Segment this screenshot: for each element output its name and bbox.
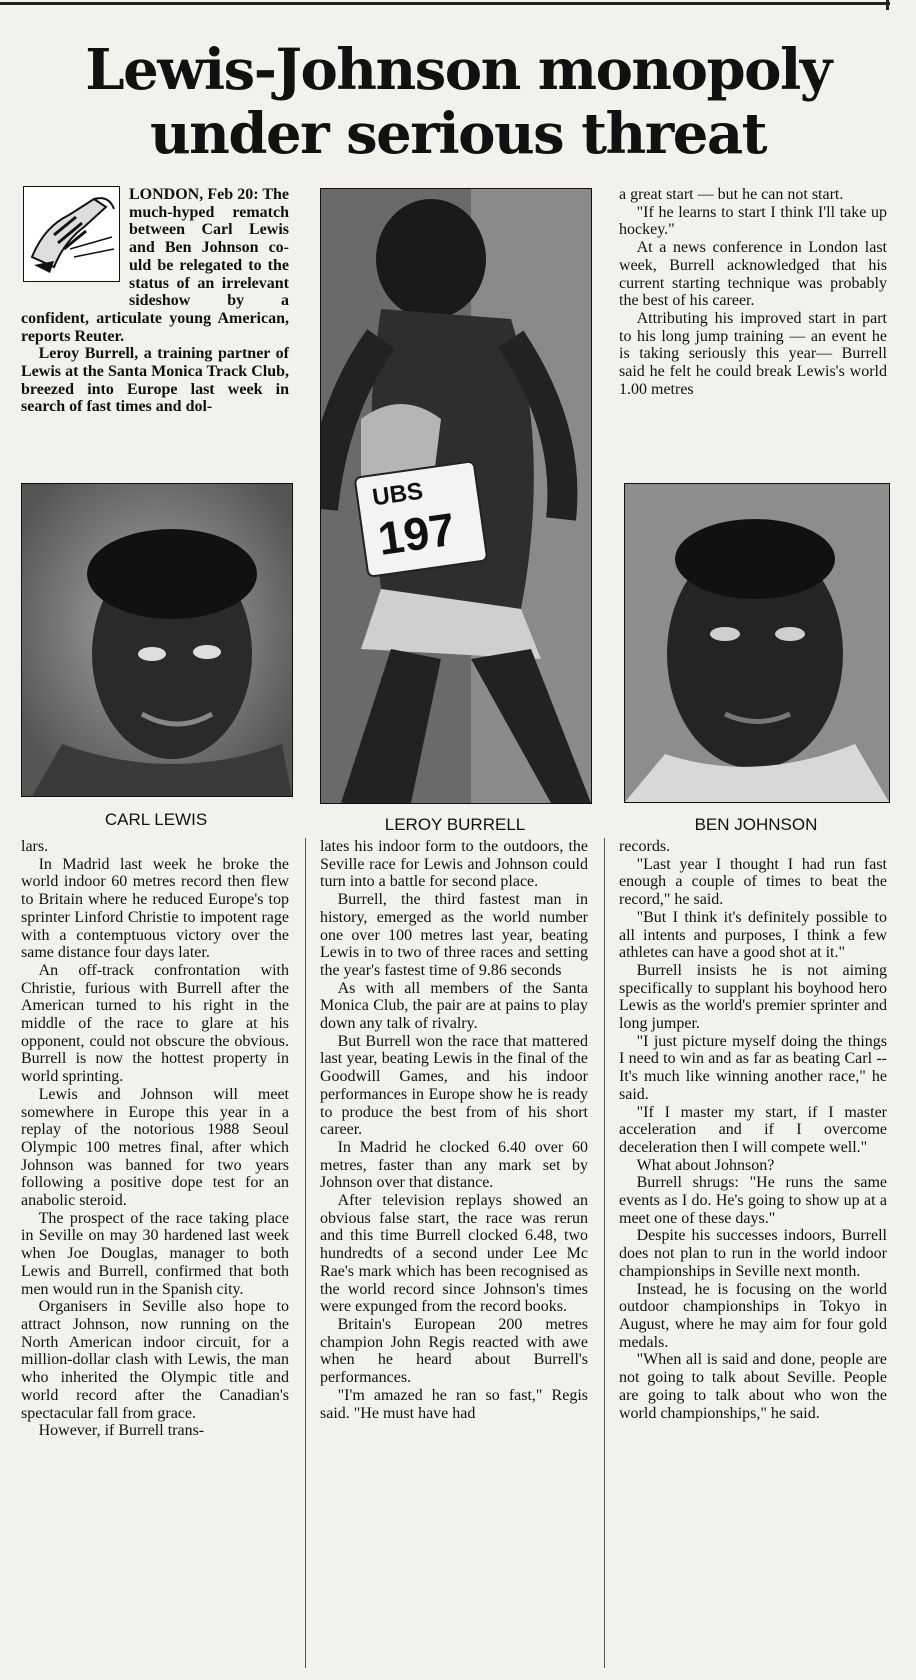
column-rule-1 (305, 838, 306, 1668)
lead-text-2: to the status of an irrelevant sideshow by a confident, articulate young American, reports Reuter. (21, 256, 289, 345)
photo-leroy-burrell (320, 188, 592, 804)
col3-para-11: "When all is said and done, people are not going to talk about Seville. People are going to talk about who won the world championships," he said. (619, 1351, 887, 1422)
headline-line-1: Lewis-Johnson monopoly (85, 37, 831, 103)
col3-para-3: "But I think it's definitely possible to all intents and purposes, I think a few athletes can have a good shot at it." (619, 908, 887, 962)
bib-sponsor: UBS (370, 477, 425, 512)
col3-para-7: What about Johnson? (636, 1156, 775, 1174)
col3-para-9: Despite his successes indoors, Burrell does not plan to run in the world indoor championships in Seville next month. (619, 1227, 887, 1280)
col3-para-10: Instead, he is focusing on the world outdoor championships in Tokyo in August, where he may aim for four gold medals. (619, 1280, 887, 1351)
photo-ben-johnson (624, 483, 890, 803)
col1-para-1: lars. (21, 838, 49, 855)
column-3-bottom (619, 838, 887, 1422)
col3-top-para-2: "If he learns to start I think I'll take up hockey." (619, 203, 887, 239)
col2-para-2: Burrell, the third fastest man in history, emerged as the world number one over 100 metres last year, beating Lewis in to two of three races and setting the year's fastest time of 9.86 seconds (320, 891, 588, 979)
col3-para-5: "I just picture myself doing the things I need to win and as far as beating Carl --It's much like winning another race," he said. (619, 1032, 887, 1103)
column-3-top (619, 186, 887, 398)
col2-para-3: As with all members of the Santa Monica Club, the pair are at pains to play down any talk of rivalry. (320, 979, 588, 1033)
col3-para-8: Burrell shrugs: "He runs the same events as I do. He's going to show up at a meet one of these days." (619, 1174, 887, 1227)
col1-para-3: An off-track confrontation with Christie, furious with Burrell after the American turned to his right in the middle of the race to glare at his opponent, could not obscure the obvious. Burrell is now the hottest property in world sprinting. (21, 961, 289, 1086)
col2-para-7: Britain's European 200 metres champion John Regis reacted with awe when he heard about Burrell's performances. (320, 1315, 588, 1387)
caption-carl-lewis: CARL LEWIS (104, 810, 208, 829)
dateline: LONDON, Feb 20: (129, 186, 259, 203)
logo-float-spacer (21, 186, 129, 298)
paragraph-2: Leroy Burrell, a training partner of Lewis at the Santa Monica Track Club, breezed into Europe last week in search of fast times and dol- (21, 345, 289, 416)
column-2-bottom (320, 838, 588, 1422)
col1-para-6: Organisers in Seville also hope to attract Johnson, now running on the North American indoor circuit, for a million-dollar clash with Lewis, the man who inherited the Olympic title and world record after the Canadian's spectacular fall from grace. (21, 1298, 289, 1422)
photo-carl-lewis (21, 483, 293, 797)
column-rule-2 (604, 838, 605, 1668)
caption-ben-johnson: BEN JOHNSON (694, 815, 818, 834)
top-rule-tick (886, 0, 889, 10)
top-rule (0, 2, 890, 5)
caption-leroy-burrell: LEROY BURRELL (384, 815, 526, 834)
column-1-top (21, 186, 289, 416)
col3-para-2: "Last year I thought I had run fast enough a couple of times to beat the record," he said. (619, 855, 887, 909)
col2-para-5: In Madrid he clocked 6.40 over 60 metres, faster than any mark set by Johnson over that distance. (320, 1138, 588, 1192)
col3-top-para-3: At a news conference in London last week, Burrell acknowledged that his current starting technique was probably the best of his career. (619, 239, 887, 310)
col3-para-6: "If I master my start, if I master acceleration and if I overcome deceleration then I will compete well." (619, 1103, 887, 1156)
col3-top-para-1: a great start — but he can not start. (619, 186, 844, 203)
col2-para-8: "I'm amazed he ran so fast," Regis said. "He must have had (320, 1386, 588, 1422)
column-1-bottom (21, 838, 289, 1440)
col1-para-4: Lewis and Johnson will meet somewhere in Europe this year in a replay of the notorious 1988 Seoul Olympic 100 metres final, after which Johnson was banned for two years following a positive dope test for an anabolic steroid. (21, 1085, 289, 1210)
col1-para-7: However, if Burrell trans- (38, 1422, 205, 1440)
col3-top-para-4: Attributing his improved start in part to his long jump training — an event he is taking seriously this year— Burrell said he felt he could break Lewis's world 1.00 metres (619, 309, 887, 398)
col2-para-4: But Burrell won the race that mattered last year, beating Lewis in the final of the Goodwill Games, and his indoor performances in Europe show he is ready to produce the best from of his short career. (320, 1032, 588, 1139)
bib-number: 197 (374, 502, 459, 565)
lead-text-1: The much-hyped rematch between Carl Lewis and Ben Johnson co-uld be relegated (129, 186, 289, 274)
headline (0, 38, 916, 166)
col1-para-5: The prospect of the race taking place in Seville on may 30 hardened last week when Joe Douglas, manager to both Lewis and Burrell, confirmed that both men would run in the Spanish city. (21, 1209, 289, 1298)
col3-para-4: Burrell insists he is not aiming specifically to supplant his boyhood hero Lewis as the world's premier sprinter and long jumper. (619, 961, 887, 1033)
col2-para-6: After television replays showed an obvious false start, the race was rerun and this time Burrell clocked 6.48, two hundredts of a second under Lee Mc Rae's mark which has been recognised as the world record since Johnson's times were expunged from the record books. (320, 1192, 588, 1316)
col3-para-1: records. (619, 838, 671, 855)
headline-line-2: under serious threat (149, 101, 767, 167)
col2-para-1: lates his indoor form to the outdoors, the Seville race for Lewis and Johnson could turn into a battle for second place. (320, 838, 588, 891)
col1-para-2: In Madrid last week he broke the world indoor 60 metres record then flew to Britain where he reduced Europe's top sprinter Linford Christie to impotent rage with a contemptuous victory over the same distance four days later. (21, 855, 289, 962)
